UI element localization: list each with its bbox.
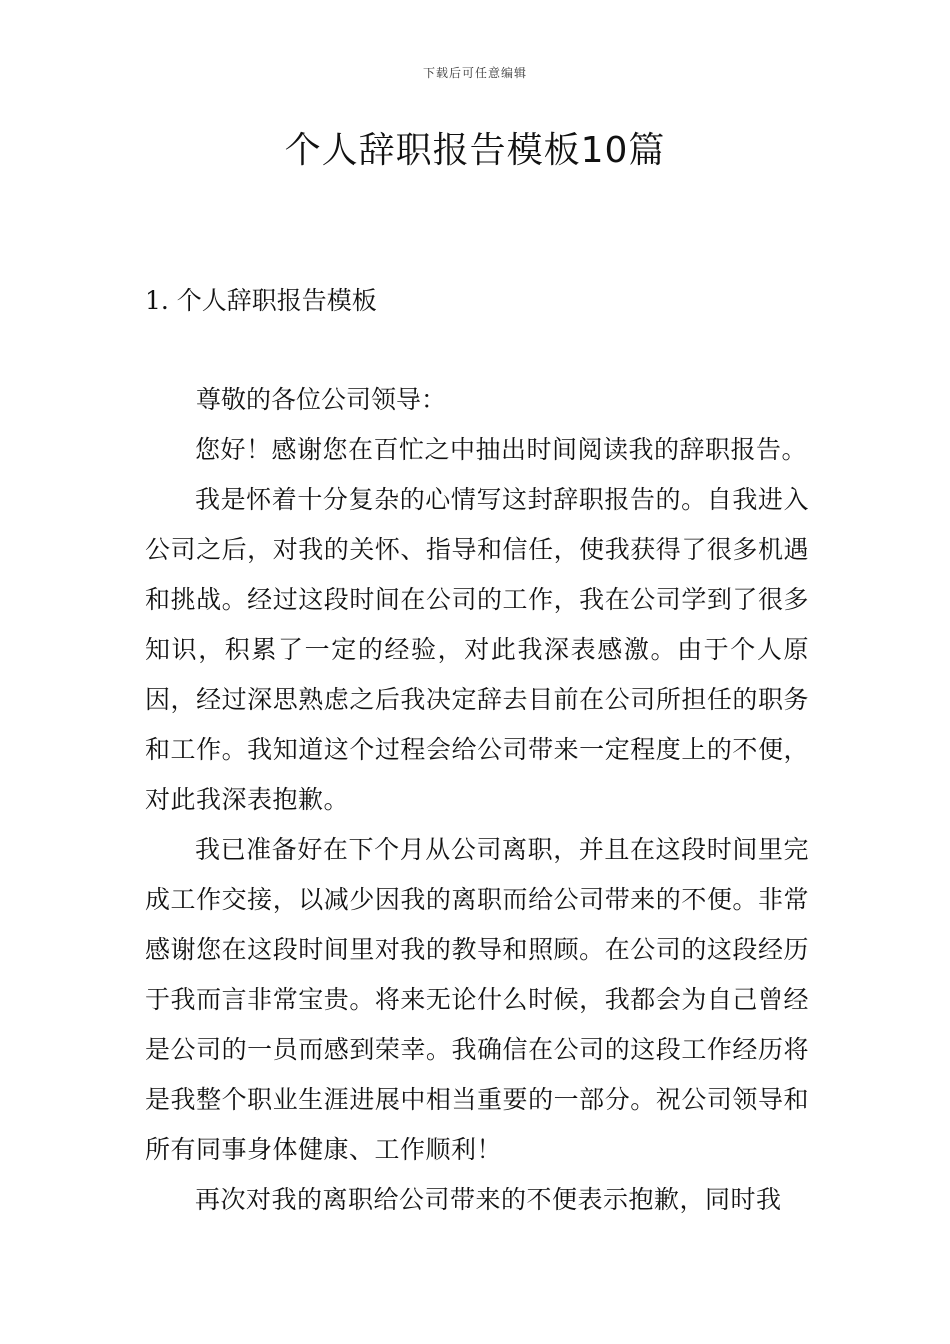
paragraph: 再次对我的离职给公司带来的不便表示抱歉，同时我 [195,1185,782,1214]
letter-body [145,425,809,1225]
header-note: 下载后可任意编辑 [422,66,527,80]
paragraph: 我是怀着十分复杂的心情写这封辞职报告的。自我进入公司之后，对我的关怀、指导和信任，使我获得了很多机遇和挑战。经过这段时间在公司的工作，我在公司学到了很多知识，积累了一定的经验，对此我深表感激。由于个人原因，经过深思熟虑之后我决定辞去目前在公司所担任的职务和工作。我知道这个过程会给公司带来一定程度上的不便，对此我深表抱歉。 [145,485,809,814]
paragraph: 我已准备好在下个月从公司离职，并且在这段时间里完成工作交接，以减少因我的离职而给公司带来的不便。非常感谢您在这段时间里对我的教导和照顾。在公司的这段经历于我而言非常宝贵。将来无论什么时候，我都会为自己曾经是公司的一员而感到荣幸。我确信在公司的这段工作经历将是我整个职业生涯进展中相当重要的一部分。祝公司领导和所有同事身体健康、工作顺利！ [145,835,809,1164]
section-heading: 1. 个人辞职报告模板 [145,286,377,315]
salutation: 尊敬的各位公司领导： [196,385,447,414]
paragraph: 您好！感谢您在百忙之中抽出时间阅读我的辞职报告。 [195,435,808,464]
document-title: 个人辞职报告模板10篇 [284,130,666,171]
